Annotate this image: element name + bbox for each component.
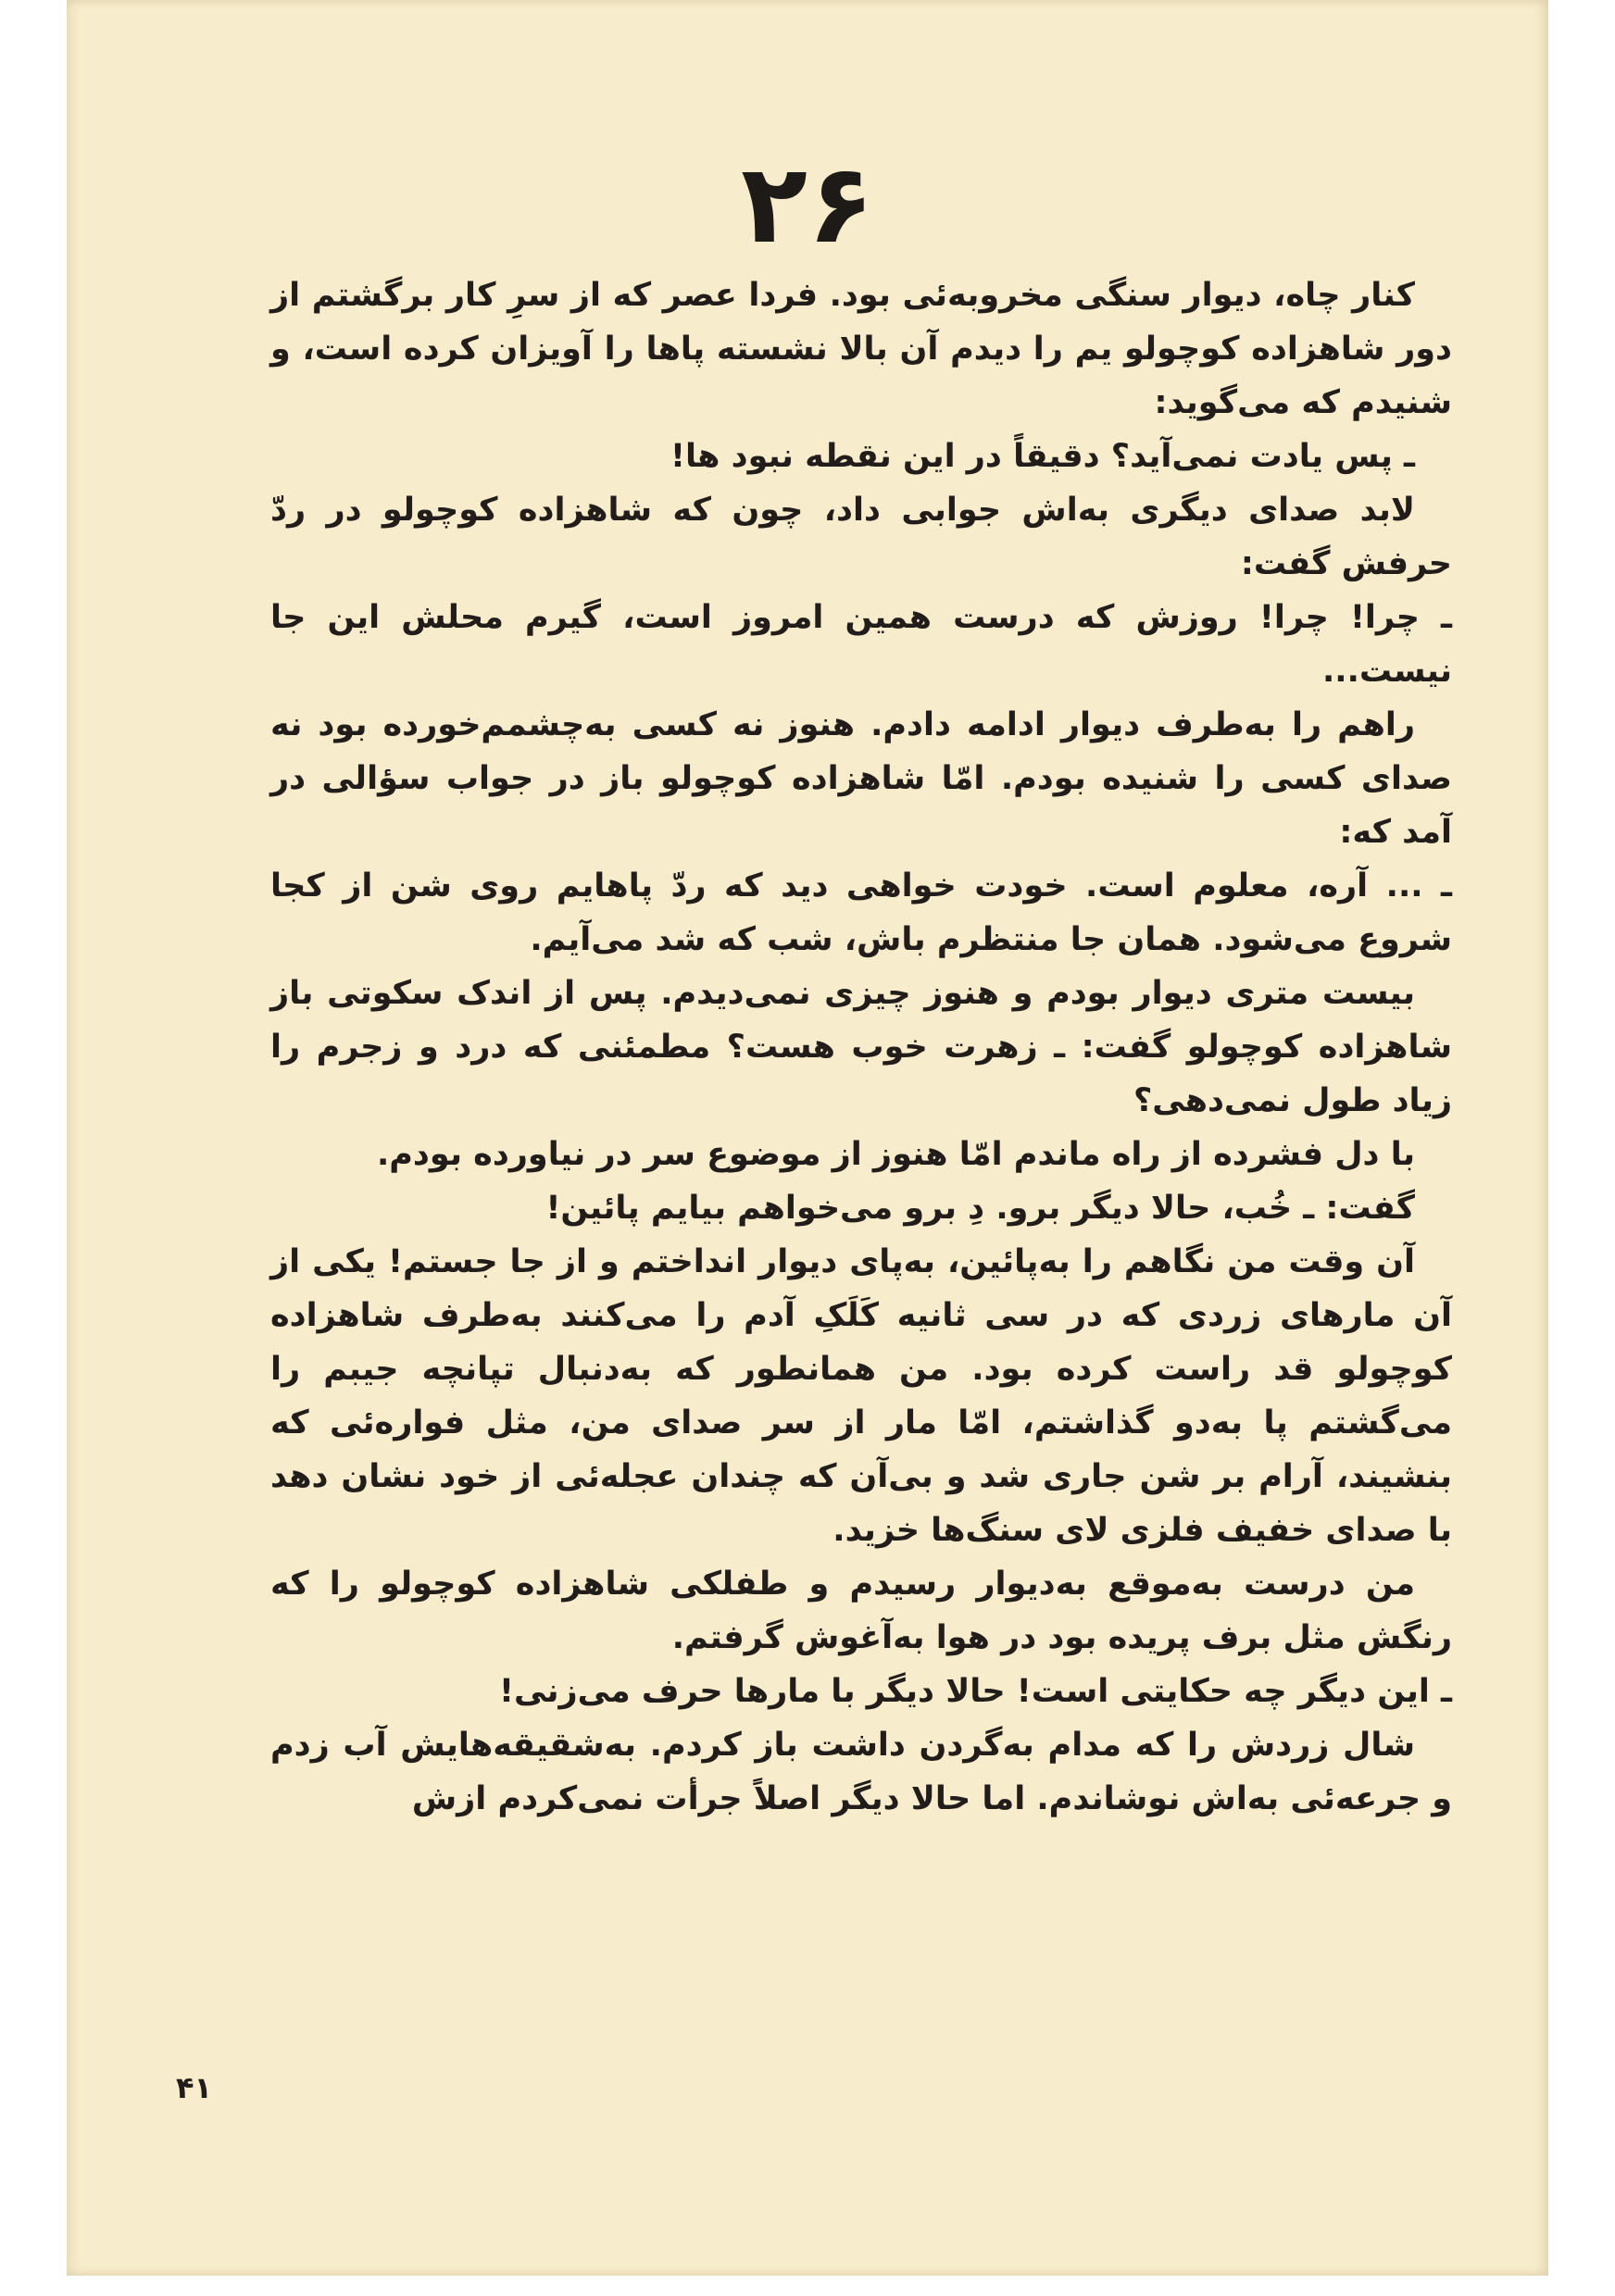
paragraph: آن وقت من نگاهم را به‌پائین، به‌پای دیوار انداختم و از جا جستم! یکی از آن مارهای زردی که در سی ثانیه کَلَکِ آدم را می‌کنند به‌طرف شاهزاده کوچولو قد راست کرده بود. من همانطور که به‌دنبال تپانچه جیبم را می‌گشتم پا به‌دو گذاشتم، امّا مار از سر صدای من، مثل فواره‌ئی که بنشیند، آرام بر شن جاری شد و بی‌آن که چندان عجله‌ئی از خود نشان دهد با صدای خفیف فلزی لای سنگ‌ها خزید.: [270, 1243, 1452, 1549]
paragraph: کنار چاه، دیوار سنگی مخروبه‌ئی بود. فردا عصر که از سرِ کار برگشتم از دور شاهزاده کوچولو یم را دیدم آن بالا نشسته پاها را آویزان کرده است، و شنیدم که می‌گوید:: [270, 277, 1452, 421]
chapter-number: ۲۶: [740, 140, 875, 268]
paragraph: شال زردش را که مدام به‌گردن داشت باز کردم. به‌شقیقه‌هایش آب زدم و جرعه‌ئی به‌اش نوشاندم. اما حالا دیگر اصلاً جرأت نمی‌کردم ازش: [270, 1727, 1452, 1817]
paragraph: من درست به‌موقع به‌دیوار رسیدم و طفلکی شاهزاده کوچولو را که رنگش مثل برف پریده بود در هوا به‌آغوش گرفتم.: [270, 1566, 1452, 1656]
paragraph: ـ ... آره، معلوم است. خودت خواهی دید که ردّ پاهایم روی شن از کجا شروع می‌شود. همان جا منتظرم باش، شب که شد می‌آیم.: [270, 867, 1452, 958]
paragraph: راهم را به‌طرف دیوار ادامه دادم. هنوز نه کسی به‌چشمم‌خورده بود نه صدای کسی را شنیده بودم. امّا شاهزاده کوچولو باز در جواب سؤالی در آمد که:: [270, 706, 1452, 851]
paragraph: ـ چرا! چرا! روزش که درست همین امروز است، گیرم محلش این جا نیست...: [270, 599, 1452, 690]
paragraph: با دل فشرده از راه ماندم امّا هنوز از موضوع سر در نیاورده بودم.: [376, 1136, 1415, 1173]
book-page: [67, 0, 1548, 2276]
paragraph: ـ پس یادت نمی‌آید؟ دقیقاً در این نقطه نبود ها!: [670, 438, 1415, 475]
paragraph: ـ این دیگر چه حکایتی است! حالا دیگر با مارها حرف می‌زنی!: [498, 1673, 1452, 1710]
paragraph: بیست متری دیوار بودم و هنوز چیزی نمی‌دیدم. پس از اندک سکوتی باز شاهزاده کوچولو گفت: ـ زهرت خوب هست؟ مطمئنی که درد و زجرم را زیاد طول نمی‌دهی؟: [270, 975, 1452, 1119]
paragraph: گفت: ـ خُب، حالا دیگر برو. دِ برو می‌خواهم بیایم پائین!: [545, 1190, 1415, 1227]
page-number: ۴۱: [176, 2070, 213, 2105]
paragraph: لابد صدای دیگری به‌اش جوابی داد، چون که شاهزاده کوچولو در ردّ حرفش گفت:: [270, 492, 1452, 582]
page-margin: [1548, 0, 1615, 2296]
body-text: [270, 268, 1452, 1826]
